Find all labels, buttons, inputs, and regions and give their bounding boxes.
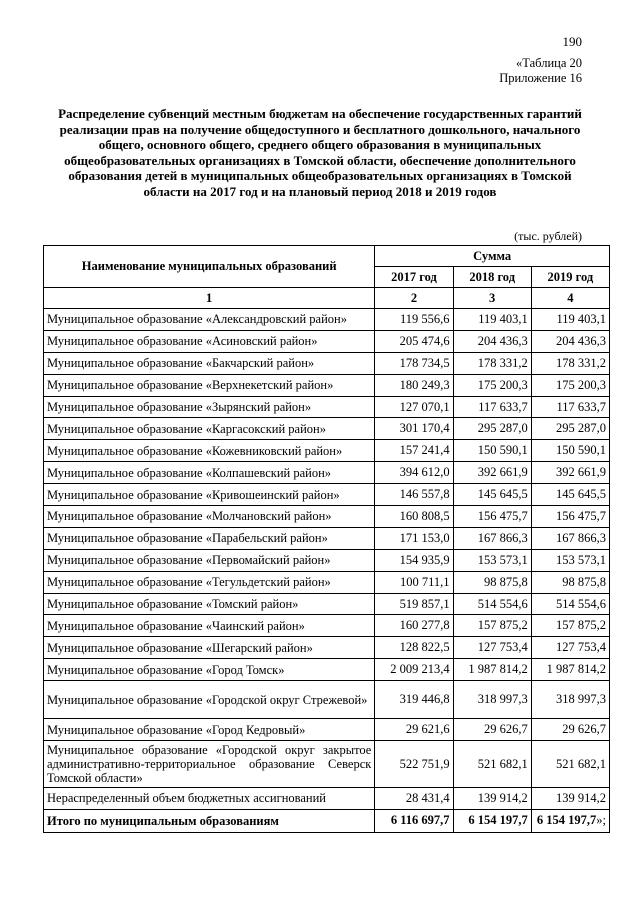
column-number-2: 2 (375, 288, 453, 309)
total-2018: 6 154 197,7 (453, 809, 531, 832)
municipality-name: Муниципальное образование «Шегарский район» (44, 637, 375, 659)
municipality-name: Муниципальное образование «Чаинский район» (44, 615, 375, 637)
value-2017: 519 857,1 (375, 593, 453, 615)
value-2018: 150 590,1 (453, 440, 531, 462)
value-2018: 167 866,3 (453, 527, 531, 549)
value-2017: 178 734,5 (375, 352, 453, 374)
municipality-name: Муниципальное образование «Городской округ закрытое административно-территориальное образование Северск Томской области» (44, 741, 375, 788)
municipality-name: Муниципальное образование «Александровский район» (44, 309, 375, 331)
table-row (44, 352, 610, 374)
municipality-name: Муниципальное образование «Кривошеинский район» (44, 484, 375, 506)
value-2018: 119 403,1 (453, 309, 531, 331)
value-2018: 139 914,2 (453, 788, 531, 810)
table-row (44, 484, 610, 506)
value-2018: 145 645,5 (453, 484, 531, 506)
table-row (44, 593, 610, 615)
value-2017: 205 474,6 (375, 330, 453, 352)
table-row (44, 659, 610, 681)
closing-quote-suffix: »; (596, 813, 606, 828)
value-2017: 171 153,0 (375, 527, 453, 549)
municipality-name: Нераспределенный объем бюджетных ассигнований (44, 788, 375, 810)
value-2019: 514 554,6 (531, 593, 609, 615)
value-2018: 514 554,6 (453, 593, 531, 615)
value-2019: 117 633,7 (531, 396, 609, 418)
value-2019: 167 866,3 (531, 527, 609, 549)
column-header-sum: Сумма (375, 246, 610, 267)
total-2019 (531, 809, 609, 832)
appendix-number: Приложение 16 (499, 71, 582, 85)
value-2019: 29 626,7 (531, 719, 609, 741)
table-body (44, 309, 610, 833)
value-2017: 160 808,5 (375, 506, 453, 528)
table-row (44, 571, 610, 593)
value-2018: 153 573,1 (453, 549, 531, 571)
value-2018: 117 633,7 (453, 396, 531, 418)
table-row (44, 615, 610, 637)
column-header-2019: 2019 год (531, 267, 609, 288)
value-2017: 29 621,6 (375, 719, 453, 741)
total-label: Итого по муниципальным образованиям (44, 809, 375, 832)
value-2018: 392 661,9 (453, 462, 531, 484)
value-2018: 318 997,3 (453, 681, 531, 719)
value-2019: 178 331,2 (531, 352, 609, 374)
municipality-name: Муниципальное образование «Кожевниковский район» (44, 440, 375, 462)
page-number: 190 (562, 34, 582, 49)
value-2019: 145 645,5 (531, 484, 609, 506)
value-2017: 522 751,9 (375, 741, 453, 788)
document-title: Распределение субвенций местным бюджетам на обеспечение государственных гарантий реализации прав на получение общедоступного и бесплатного дошкольного, начального общего, основного общего, среднего общего образования в муниципальных общеобразовательных организациях в Томской области, обеспечение дополнительного образования детей в муниципальных общеобразовательных организациях в Томской области на 2017 год и на плановый период 2018 и 2019 годов (58, 106, 582, 199)
value-2019: 204 436,3 (531, 330, 609, 352)
table-row (44, 527, 610, 549)
table-row (44, 741, 610, 788)
total-2019-value: 6 154 197,7 (536, 813, 597, 828)
value-2018: 178 331,2 (453, 352, 531, 374)
column-header-2017: 2017 год (375, 267, 453, 288)
value-2019: 521 682,1 (531, 741, 609, 788)
value-2018: 156 475,7 (453, 506, 531, 528)
value-2017: 2 009 213,4 (375, 659, 453, 681)
value-2019: 175 200,3 (531, 374, 609, 396)
table-row (44, 418, 610, 440)
value-2018: 127 753,4 (453, 637, 531, 659)
municipality-name: Муниципальное образование «Бакчарский район» (44, 352, 375, 374)
value-2017: 157 241,4 (375, 440, 453, 462)
subvention-table (43, 245, 610, 833)
value-2019: 127 753,4 (531, 637, 609, 659)
value-2018: 29 626,7 (453, 719, 531, 741)
municipality-name: Муниципальное образование «Зырянский район» (44, 396, 375, 418)
municipality-name: Муниципальное образование «Тегульдетский район» (44, 571, 375, 593)
units-label: (тыс. рублей) (514, 229, 582, 243)
value-2019: 156 475,7 (531, 506, 609, 528)
table-row (44, 719, 610, 741)
table-row (44, 374, 610, 396)
table-number: «Таблица 20 (516, 56, 582, 70)
value-2018: 1 987 814,2 (453, 659, 531, 681)
value-2017: 146 557,8 (375, 484, 453, 506)
value-2017: 128 822,5 (375, 637, 453, 659)
table-row (44, 440, 610, 462)
value-2019: 98 875,8 (531, 571, 609, 593)
value-2018: 157 875,2 (453, 615, 531, 637)
value-2017: 394 612,0 (375, 462, 453, 484)
table-row (44, 506, 610, 528)
table-row (44, 330, 610, 352)
municipality-name: Муниципальное образование «Город Томск» (44, 659, 375, 681)
value-2018: 175 200,3 (453, 374, 531, 396)
table-row (44, 637, 610, 659)
table-row (44, 462, 610, 484)
value-2019: 150 590,1 (531, 440, 609, 462)
column-number-4: 4 (531, 288, 609, 309)
value-2017: 319 446,8 (375, 681, 453, 719)
municipality-name: Муниципальное образование «Асиновский район» (44, 330, 375, 352)
municipality-name: Муниципальное образование «Молчановский район» (44, 506, 375, 528)
table-row (44, 549, 610, 571)
value-2019: 153 573,1 (531, 549, 609, 571)
value-2017: 301 170,4 (375, 418, 453, 440)
table-row (44, 681, 610, 719)
municipality-name: Муниципальное образование «Город Кедровый» (44, 719, 375, 741)
table-reference (499, 56, 582, 86)
municipality-name: Муниципальное образование «Парабельский район» (44, 527, 375, 549)
municipality-name: Муниципальное образование «Верхнекетский район» (44, 374, 375, 396)
municipality-name: Муниципальное образование «Первомайский район» (44, 549, 375, 571)
value-2018: 98 875,8 (453, 571, 531, 593)
column-header-2018: 2018 год (453, 267, 531, 288)
value-2018: 204 436,3 (453, 330, 531, 352)
table-row (44, 396, 610, 418)
value-2019: 1 987 814,2 (531, 659, 609, 681)
value-2019: 119 403,1 (531, 309, 609, 331)
value-2017: 160 277,8 (375, 615, 453, 637)
total-row (44, 809, 610, 832)
column-header-name: Наименование муниципальных образований (44, 246, 375, 288)
municipality-name: Муниципальное образование «Городской округ Стрежевой» (44, 681, 375, 719)
value-2019: 157 875,2 (531, 615, 609, 637)
value-2019: 318 997,3 (531, 681, 609, 719)
value-2017: 119 556,6 (375, 309, 453, 331)
municipality-name: Муниципальное образование «Колпашевский район» (44, 462, 375, 484)
municipality-name: Муниципальное образование «Томский район» (44, 593, 375, 615)
value-2017: 127 070,1 (375, 396, 453, 418)
value-2017: 180 249,3 (375, 374, 453, 396)
value-2018: 295 287,0 (453, 418, 531, 440)
table-row (44, 788, 610, 810)
value-2019: 139 914,2 (531, 788, 609, 810)
value-2019: 295 287,0 (531, 418, 609, 440)
value-2019: 392 661,9 (531, 462, 609, 484)
total-2017: 6 116 697,7 (375, 809, 453, 832)
municipality-name: Муниципальное образование «Каргасокский район» (44, 418, 375, 440)
value-2017: 28 431,4 (375, 788, 453, 810)
column-number-3: 3 (453, 288, 531, 309)
column-number-1: 1 (44, 288, 375, 309)
value-2018: 521 682,1 (453, 741, 531, 788)
value-2017: 154 935,9 (375, 549, 453, 571)
value-2017: 100 711,1 (375, 571, 453, 593)
table-row (44, 309, 610, 331)
